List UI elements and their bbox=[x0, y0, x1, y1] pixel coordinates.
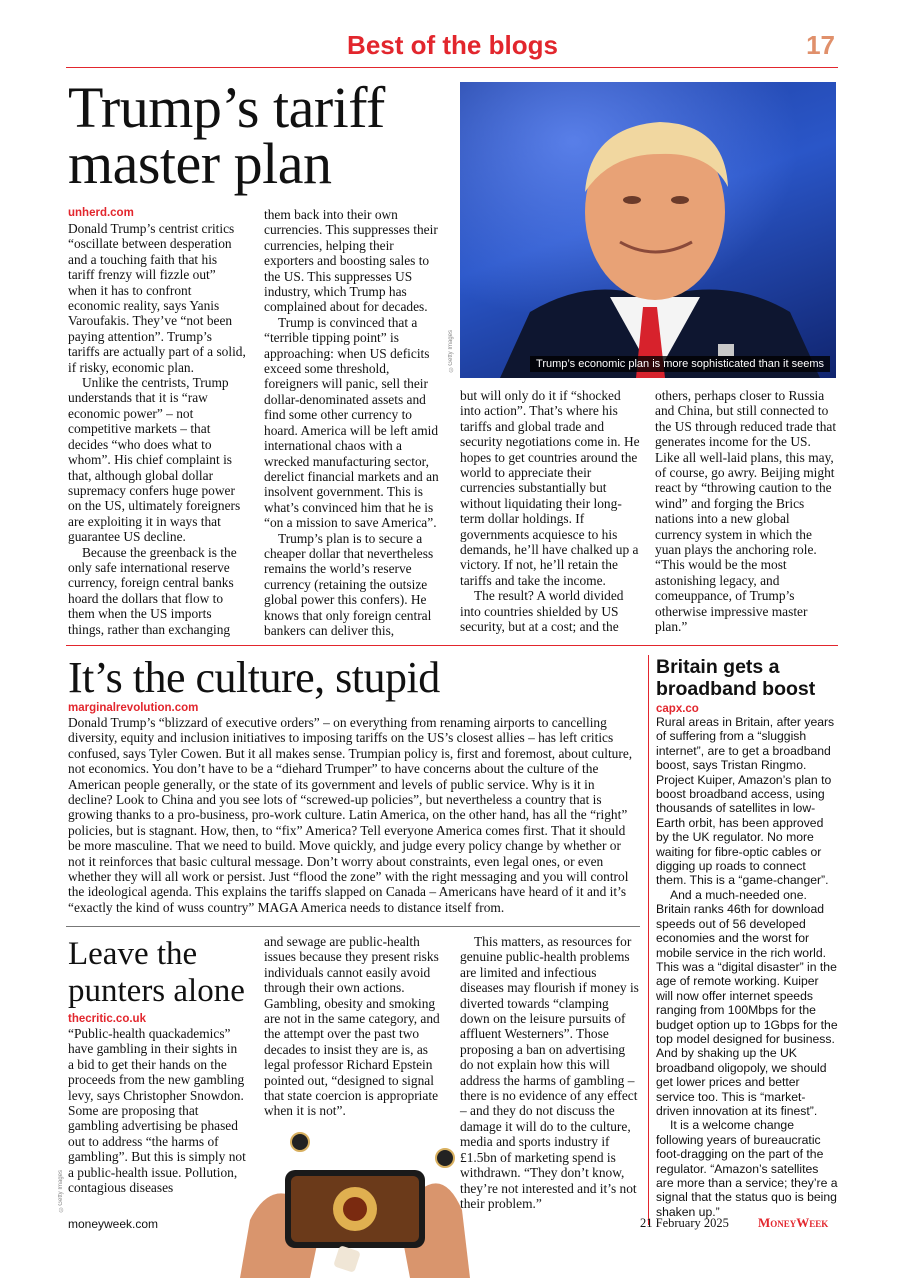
paragraph: but will only do it if “shocked into action”. That’s where his tariffs and global trade and security negotiations come in. He hopes to get countries around the world to appreciate their currencies substantially but without liquidating their long-term dollar holdings. If governments acquiesce to his demands, he’ll have chalked up a victory. If not, he’ll retain the tariffs and take the income. bbox=[460, 388, 640, 588]
article1-col4 bbox=[655, 388, 837, 635]
paragraph: and sewage are public-health issues because they present risks individuals cannot easily avoid through their own actions. Gambling, obesity and smoking are not in the same category, and the attempt over the past two decades to insist they are is, as legal professor Richard Epstein pointed out, “designed to signal that state coercion is appropriate when it is not”. bbox=[264, 934, 440, 1119]
article3-title bbox=[68, 936, 258, 1010]
article-divider bbox=[66, 926, 640, 927]
trump-photo bbox=[460, 82, 836, 378]
paragraph: others, perhaps closer to Russia and China, but still connected to the US through reduced trade that generates income for the US. Like all well-laid plans, this may, of course, go awry. Beijing might react by “throwing caution to the wind” and forging the Brics nations into a new global currency system in which the yuan plays the anchoring role. “This would be the most astonishing legacy, and comeuppance, of Trump’s otherwise impressive master plan.” bbox=[655, 388, 837, 635]
paragraph: Unlike the centrists, Trump understands that it is “raw economic power” – not competitive markets – that decides “who does what to whom”. His chief complaint is that, although global dollar supremacy confers huge power on the US, ultimately foreigners are exploiting it in ways that guarantee US decline. bbox=[68, 375, 241, 545]
page-number: 17 bbox=[806, 30, 835, 60]
article2-source[interactable]: marginalrevolution.com bbox=[68, 702, 199, 714]
paragraph: “Public-health quackademics” have gambling in their sights in a bid to get their hands on the proceeds from the new gambling levy, says Christopher Snowdon. Some are proposing that gambling advertising be phased out to address “the harms of gambling”. But this is simply not a public-health issue. Pollution, contagious diseases bbox=[68, 1026, 246, 1196]
paragraph: Donald Trump’s centrist critics “oscillate between desperation and a touching faith that his tariff frenzy will fizzle out” when it has to confront economic reality, says Yanis Varoufakis. They’ve “not been paying attention”. Trump’s tariffs are actually part of a solid, if risky, economic plan. bbox=[68, 221, 246, 375]
paragraph: The result? A world divided into countries shielded by US security, but at a cost; and the bbox=[460, 588, 624, 635]
article1-title-line1: Trump’s tariff bbox=[68, 75, 385, 140]
article3-col2 bbox=[264, 934, 444, 1119]
paragraph: Donald Trump’s “blizzard of executive orders” – on everything from renaming airports to cancelling diversity, equity and inclusion initiatives to imposing tariffs on the US’s closest allies – has left critics confused, says Tyler Cowen. But it all makes sense. Trumpian policy is, first and foremost, about culture, not economics. You don’t have to be a “diehard Trumper” to have concerns about the culture of the American people generally, or the state of its government and levels of public service. Why is it in decline? Look to China and you see lots of “screwed-up policies”, but nevertheless a country that is growing thanks to a pro-business, pro-work culture. Latin America, on the other hand, has all the “right” policies, but is stagnant. How, then, to “fix” America? Tell everyone America comes first. That it should be more masculine. That we need to build. Move quickly, and judge every policy change by whether or not it reinforces that basic cultural message. Don’t worry about constraints, even legal ones, or even whether they will all work or persist. Just “flood the zone” with the right messaging and you will control the ideological agenda. This explains the tariffs slapped on Canada – Americans have heard of it and it’s “exactly the kind of wuss country” MAGA America needs to distance itself from. bbox=[68, 715, 633, 915]
sidebar-divider bbox=[648, 655, 649, 1225]
paragraph: Rural areas in Britain, after years of suffering from a “sluggish internet”, are to get a broadband boost, says Tristan Ringmo. Project Kuiper, Amazon’s plan to boost broadband access, using thousands of satellites in low-Earth orbit, has been approved by the UK regulator. No more waiting for fibre-optic cables or digging up roads to connect them. This is a “game-changer”. bbox=[656, 715, 835, 888]
paragraph: Trump is convinced that a “terrible tipping point” is approaching: when US deficits exceed some threshold, foreigners will panic, sell their dollar-denominated assets and find some other currency to hoard. America will be left amid international chaos with a wrecked manufacturing sector, derelict financial markets and an insolvent government. This is what’s convinced him that he is “on a mission to save America”. bbox=[264, 314, 439, 531]
photo-credit: ©Getty Images bbox=[58, 1170, 64, 1212]
article3-col1 bbox=[68, 1026, 246, 1195]
article2-body bbox=[68, 715, 640, 915]
paragraph: This matters, as resources for genuine public-health problems are limited and infectious diseases may flourish if money is diverted towards “clamping down on the leisure pursuits of affluent Westerners”. Those proposing a ban on advertising do not explain how this will address the harms of gambling – there is no evidence of any effect – and they do not discuss the damage it will do to the culture, media and sports industry if £1.5bn of marketing spend is withdrawn. “They don’t know, they’re not interested and it’s not their problem.” bbox=[460, 934, 639, 1211]
sidebar-title bbox=[656, 656, 838, 700]
article3-source[interactable]: thecritic.co.uk bbox=[68, 1013, 146, 1025]
sidebar-body bbox=[656, 715, 838, 1219]
footer-date: 21 February 2025 bbox=[640, 1216, 729, 1230]
article3-title-line2: punters alone bbox=[68, 973, 245, 1009]
paragraph: Because the greenback is the only safe international reserve currency, foreign central banks hoard the dollars that flow to them when the US imports things, rather than exchanging bbox=[68, 544, 237, 637]
article1-source[interactable]: unherd.com bbox=[68, 207, 134, 219]
paragraph: It is a welcome change following years of bureaucratic foot-dragging on the part of the regulator. “Amazon’s satellites are more than a service; they’re a signal that the status quo is being shaken up.” bbox=[656, 1118, 838, 1219]
paragraph: them back into their own currencies. This suppresses their currencies, helping their exporters and boosting sales to the US. This suppresses US industry, which Trump has complained about for decades. bbox=[264, 207, 438, 315]
paragraph: Trump’s plan is to secure a cheaper dollar that nevertheless remains the world’s reserve currency (retaining the outsize global power this confers). He knows that only foreign central bankers can deliver this, bbox=[264, 530, 434, 638]
section-title: Best of the blogs bbox=[347, 30, 558, 60]
phone-casino-image bbox=[240, 1130, 470, 1278]
sidebar-title-line1: Britain gets a bbox=[656, 656, 780, 678]
header-rule bbox=[66, 67, 838, 68]
article2-title: It’s the culture, stupid bbox=[68, 653, 440, 702]
portrait-illustration bbox=[460, 82, 836, 378]
article1-col2 bbox=[264, 207, 444, 638]
sidebar-source[interactable]: capx.co bbox=[656, 703, 699, 715]
article1-title bbox=[68, 75, 448, 196]
footer-site[interactable]: moneyweek.com bbox=[68, 1217, 159, 1231]
article3-col3 bbox=[460, 934, 640, 1211]
article1-col3 bbox=[460, 388, 640, 635]
footer-brand-logo: MoneyWeek bbox=[758, 1215, 829, 1230]
sidebar-title-line2: broadband boost bbox=[656, 678, 816, 700]
photo-credit: ©Getty Images bbox=[448, 330, 454, 372]
photo-caption: Trump’s economic plan is more sophisticated than it seems bbox=[530, 356, 830, 372]
paragraph: And a much-needed one. Britain ranks 46th for download speeds out of 56 developed economies and the worst for mobile service in the rich world. This was a “digital disaster” in the age of remote working. Kuiper will now offer internet speeds ranging from 100Mbps for the budget option up to 1Gbps for the top model designed for business. And by shaking up the UK broadband oligopoly, we should get lower prices and better service too. This is “market-driven innovation at its finest”. bbox=[656, 887, 838, 1118]
article1-title-line2: master plan bbox=[68, 131, 332, 196]
section-rule bbox=[66, 645, 838, 646]
article3-title-line1: Leave the bbox=[68, 936, 198, 972]
article1-col1 bbox=[68, 221, 246, 637]
